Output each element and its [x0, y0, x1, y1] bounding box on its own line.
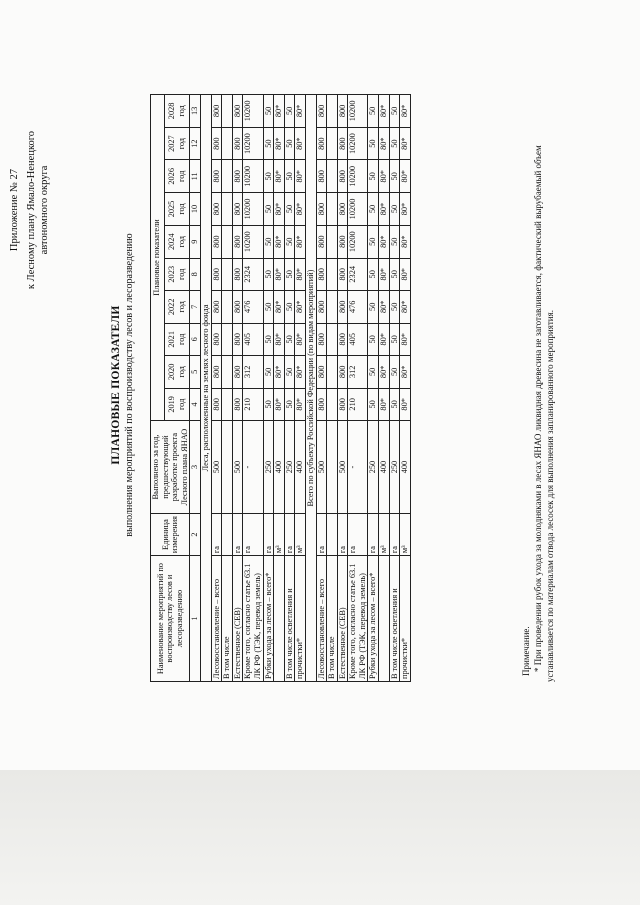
plan-value-cell: 800	[316, 323, 327, 356]
table-body	[200, 95, 410, 682]
plan-value-cell: 10200	[348, 127, 368, 160]
plan-value-cell: 800	[337, 258, 348, 291]
plan-value-cell	[327, 388, 338, 421]
done-value-cell: 400	[379, 421, 390, 514]
plan-value-cell	[327, 127, 338, 160]
done-value-cell: 400	[274, 421, 285, 514]
table-row	[368, 95, 379, 682]
plan-value-cell: 80*	[274, 95, 285, 128]
plan-value-cell	[222, 388, 233, 421]
plan-value-cell: 80*	[379, 258, 390, 291]
year-header: 2027 год	[164, 127, 190, 160]
plan-value-cell: 50	[263, 127, 274, 160]
plan-value-cell: 50	[284, 160, 295, 193]
plan-value-cell: 50	[284, 323, 295, 356]
plan-value-cell: 80*	[295, 258, 306, 291]
document-title	[110, 0, 135, 770]
plan-value-cell: 800	[211, 160, 222, 193]
done-value-cell: 250	[368, 421, 379, 514]
column-number: 8	[190, 258, 201, 291]
activity-name-cell: прочистки*	[295, 556, 306, 682]
plan-value-cell: 800	[337, 291, 348, 324]
plan-value-cell: 800	[316, 356, 327, 389]
plan-value-cell	[222, 127, 233, 160]
column-number: 4	[190, 388, 201, 421]
year-header: 2023 год	[164, 258, 190, 291]
plan-value-cell: 80*	[400, 193, 411, 226]
plan-value-cell: 80*	[379, 291, 390, 324]
plan-value-cell: 800	[211, 127, 222, 160]
plan-value-cell: 800	[232, 388, 243, 421]
table-row	[389, 95, 400, 682]
unit-cell: га	[316, 514, 327, 556]
activity-name-cell: Естественное (СЕВ)	[337, 556, 348, 682]
unit-cell: га	[284, 514, 295, 556]
plan-value-cell: 10200	[348, 160, 368, 193]
plan-value-cell: 800	[232, 356, 243, 389]
section-header-row	[305, 95, 316, 682]
plan-value-cell: 50	[368, 388, 379, 421]
section-title: Всего по субъекту Российской Федерации (по видам мероприятий)	[305, 95, 316, 682]
plan-value-cell: 800	[316, 193, 327, 226]
column-number: 7	[190, 291, 201, 324]
table-row	[274, 95, 285, 682]
column-number: 6	[190, 323, 201, 356]
plan-value-cell: 10200	[243, 95, 263, 128]
plan-value-cell	[327, 225, 338, 258]
footnote	[520, 92, 556, 682]
plan-value-cell: 50	[263, 323, 274, 356]
plan-value-cell: 800	[211, 388, 222, 421]
year-header: 2019 год	[164, 388, 190, 421]
plan-value-cell: 800	[211, 95, 222, 128]
activity-name-cell: Рубки ухода за лесом – всего*	[263, 556, 274, 682]
plan-value-cell: 405	[348, 323, 368, 356]
activity-name-cell	[379, 556, 390, 682]
plan-value-cell: 800	[316, 291, 327, 324]
header-plan: Плановые показатели	[151, 95, 165, 421]
column-number: 11	[190, 160, 201, 193]
column-number: 12	[190, 127, 201, 160]
table-row	[337, 95, 348, 682]
plan-value-cell: 80*	[295, 356, 306, 389]
plan-value-cell: 80*	[295, 388, 306, 421]
plan-value-cell: 50	[284, 127, 295, 160]
plan-value-cell: 50	[263, 95, 274, 128]
plan-value-cell: 800	[232, 160, 243, 193]
done-value-cell	[222, 421, 233, 514]
plan-value-cell: 50	[368, 258, 379, 291]
plan-value-cell	[222, 258, 233, 291]
plan-value-cell	[327, 95, 338, 128]
plan-value-cell: 10200	[348, 193, 368, 226]
plan-value-cell: 80*	[400, 356, 411, 389]
plan-value-cell: 312	[348, 356, 368, 389]
footnote-heading: Примечание.	[521, 626, 531, 676]
table-row	[211, 95, 222, 682]
done-value-cell: 500	[337, 421, 348, 514]
year-header: 2028 год	[164, 95, 190, 128]
plan-value-cell: 800	[337, 160, 348, 193]
plan-value-cell	[327, 291, 338, 324]
plan-value-cell: 10200	[243, 225, 263, 258]
column-number: 9	[190, 225, 201, 258]
done-value-cell: 400	[400, 421, 411, 514]
plan-value-cell: 80*	[400, 291, 411, 324]
plan-value-cell: 800	[211, 258, 222, 291]
plan-value-cell: 80*	[379, 356, 390, 389]
table-row	[295, 95, 306, 682]
plan-value-cell	[327, 160, 338, 193]
column-number-row	[190, 95, 201, 682]
plan-value-cell: 800	[337, 225, 348, 258]
activity-name-cell: Естественное (СЕВ)	[232, 556, 243, 682]
plan-value-cell: 10200	[243, 127, 263, 160]
plan-value-cell	[222, 95, 233, 128]
plan-value-cell: 800	[316, 258, 327, 291]
plan-value-cell: 80*	[274, 127, 285, 160]
section-header-row	[200, 95, 211, 682]
plan-value-cell: 50	[263, 258, 274, 291]
unit-cell: м³	[400, 514, 411, 556]
done-value-cell: 250	[263, 421, 274, 514]
activity-name-cell: В том числе	[327, 556, 338, 682]
unit-cell: м³	[295, 514, 306, 556]
plan-value-cell: 80*	[400, 225, 411, 258]
plan-value-cell: 50	[389, 160, 400, 193]
plan-value-cell: 80*	[274, 356, 285, 389]
plan-value-cell: 800	[337, 356, 348, 389]
plan-value-cell: 50	[263, 356, 274, 389]
plan-value-cell: 800	[316, 95, 327, 128]
plan-value-cell: 800	[211, 193, 222, 226]
year-header: 2021 год	[164, 323, 190, 356]
plan-value-cell: 800	[316, 127, 327, 160]
title-main: ПЛАНОВЫЕ ПОКАЗАТЕЛИ	[110, 305, 122, 465]
unit-cell: га	[389, 514, 400, 556]
header-unit: Единица измерения	[151, 514, 190, 556]
done-value-cell: -	[348, 421, 368, 514]
plan-value-cell: 210	[243, 388, 263, 421]
scan-margin	[0, 770, 640, 905]
plan-value-cell: 50	[389, 323, 400, 356]
section-title: Леса, расположенные на землях лесного фонда	[200, 95, 211, 682]
unit-cell: га	[232, 514, 243, 556]
column-number: 13	[190, 95, 201, 128]
column-number: 3	[190, 421, 201, 514]
plan-value-cell: 50	[284, 258, 295, 291]
plan-value-cell	[327, 258, 338, 291]
plan-value-cell: 80*	[274, 388, 285, 421]
unit-cell: м³	[379, 514, 390, 556]
plan-value-cell: 800	[232, 291, 243, 324]
plan-value-cell: 50	[368, 225, 379, 258]
annex-ref-line1: к Лесному плану Ямало-Ненецкого	[26, 130, 37, 290]
plan-value-cell	[222, 323, 233, 356]
plan-value-cell: 476	[243, 291, 263, 324]
table-row	[327, 95, 338, 682]
plan-value-cell: 50	[263, 291, 274, 324]
column-number: 5	[190, 356, 201, 389]
plan-value-cell: 80*	[400, 323, 411, 356]
plan-value-cell: 50	[389, 95, 400, 128]
plan-value-cell: 50	[389, 291, 400, 324]
plan-value-cell: 80*	[274, 291, 285, 324]
plan-value-cell: 80*	[274, 258, 285, 291]
activity-name-cell: Лесовосстановление – всего	[211, 556, 222, 682]
activity-name-cell: Лесовосстановление – всего	[316, 556, 327, 682]
plan-value-cell: 80*	[295, 323, 306, 356]
unit-cell	[327, 514, 338, 556]
plan-value-cell: 50	[284, 193, 295, 226]
plan-value-cell: 50	[368, 95, 379, 128]
plan-value-cell: 50	[263, 193, 274, 226]
table-row	[379, 95, 390, 682]
plan-value-cell: 800	[316, 160, 327, 193]
unit-cell: га	[348, 514, 368, 556]
year-header: 2024 год	[164, 225, 190, 258]
annex-header	[8, 110, 51, 310]
plan-value-cell: 10200	[243, 160, 263, 193]
plan-value-cell: 2324	[243, 258, 263, 291]
plan-value-cell: 50	[368, 127, 379, 160]
table-row	[263, 95, 274, 682]
table-row	[222, 95, 233, 682]
plan-value-cell: 80*	[295, 160, 306, 193]
plan-value-cell: 80*	[400, 258, 411, 291]
plan-value-cell: 800	[232, 225, 243, 258]
done-value-cell: 250	[389, 421, 400, 514]
plan-value-cell: 50	[389, 356, 400, 389]
plan-value-cell: 50	[389, 225, 400, 258]
plan-value-cell: 800	[211, 225, 222, 258]
activity-name-cell: В том числе осветления и	[389, 556, 400, 682]
plan-value-cell: 50	[368, 160, 379, 193]
plan-value-cell: 800	[337, 388, 348, 421]
plan-value-cell	[327, 323, 338, 356]
plan-value-cell: 800	[232, 323, 243, 356]
plan-value-cell: 800	[316, 388, 327, 421]
plan-value-cell: 80*	[400, 127, 411, 160]
plan-value-cell: 80*	[274, 323, 285, 356]
footnote-text: * При проведении рубок ухода за молодняками в лесах ЯНАО ликвидная древесина не заготавливается, фактический вырубаемый объем устанавливается по материалам отвода лесосек для выполнения запланированного мероприятия.	[533, 145, 555, 682]
plan-value-cell: 800	[337, 323, 348, 356]
plan-value-cell: 800	[232, 127, 243, 160]
column-number: 1	[190, 556, 201, 682]
unit-cell: га	[368, 514, 379, 556]
plan-value-cell: 50	[263, 160, 274, 193]
activity-name-cell: В том числе осветления и	[284, 556, 295, 682]
plan-value-cell: 800	[337, 95, 348, 128]
annex-ref-line2: автономного округа	[39, 165, 50, 255]
plan-value-cell: 50	[368, 356, 379, 389]
plan-value-cell: 80*	[274, 160, 285, 193]
unit-cell: га	[337, 514, 348, 556]
title-sub: выполнения мероприятий по воспроизводству лесов и лесоразведению	[124, 233, 135, 537]
done-value-cell: -	[243, 421, 263, 514]
plan-value-cell: 80*	[379, 95, 390, 128]
plan-value-cell: 50	[284, 356, 295, 389]
plan-value-cell: 80*	[379, 225, 390, 258]
plan-value-cell: 80*	[295, 193, 306, 226]
plan-value-cell: 210	[348, 388, 368, 421]
activity-name-cell: Кроме того, согласно статье 63.1 ЛК РФ (ТЭК, перевод земель)	[243, 556, 263, 682]
table-row	[316, 95, 327, 682]
plan-value-cell	[222, 160, 233, 193]
done-value-cell: 400	[295, 421, 306, 514]
plan-value-cell: 10200	[243, 193, 263, 226]
plan-value-cell: 80*	[379, 388, 390, 421]
year-header: 2022 год	[164, 291, 190, 324]
plan-value-cell: 50	[284, 291, 295, 324]
table-row	[284, 95, 295, 682]
plan-value-cell: 10200	[348, 95, 368, 128]
plan-value-cell: 50	[284, 95, 295, 128]
unit-cell: га	[243, 514, 263, 556]
plan-value-cell: 50	[389, 258, 400, 291]
plan-value-cell: 50	[284, 225, 295, 258]
plan-value-cell: 50	[389, 388, 400, 421]
plan-value-cell: 80*	[400, 160, 411, 193]
plan-value-cell: 50	[389, 127, 400, 160]
done-value-cell: 500	[316, 421, 327, 514]
plan-value-cell: 800	[211, 291, 222, 324]
plan-value-cell: 80*	[379, 323, 390, 356]
plan-value-cell: 80*	[295, 225, 306, 258]
year-header: 2020 год	[164, 356, 190, 389]
unit-cell	[222, 514, 233, 556]
plan-value-cell: 476	[348, 291, 368, 324]
unit-cell: га	[211, 514, 222, 556]
plan-value-cell: 80*	[379, 127, 390, 160]
plan-value-cell: 80*	[295, 127, 306, 160]
activity-name-cell	[274, 556, 285, 682]
done-value-cell: 250	[284, 421, 295, 514]
plan-value-cell: 50	[263, 388, 274, 421]
plan-value-cell: 10200	[348, 225, 368, 258]
done-value-cell	[327, 421, 338, 514]
plan-value-cell: 800	[337, 127, 348, 160]
plan-value-cell: 800	[211, 356, 222, 389]
plan-value-cell: 80*	[274, 225, 285, 258]
activity-name-cell: Кроме того, согласно статье 63.1 ЛК РФ (ТЭК, перевод земель)	[348, 556, 368, 682]
plan-value-cell: 50	[368, 193, 379, 226]
header-activity: Наименование мероприятий по воспроизводству лесов и лесоразведению	[151, 556, 190, 682]
plan-value-cell: 80*	[379, 160, 390, 193]
plan-value-cell	[222, 225, 233, 258]
year-header: 2026 год	[164, 160, 190, 193]
activity-name-cell: Рубки ухода за лесом – всего*	[368, 556, 379, 682]
plan-value-cell: 80*	[379, 193, 390, 226]
plan-indicators-table	[150, 94, 411, 682]
plan-value-cell: 50	[368, 323, 379, 356]
plan-value-cell: 312	[243, 356, 263, 389]
plan-value-cell: 80*	[295, 291, 306, 324]
unit-cell: га	[263, 514, 274, 556]
plan-value-cell	[222, 193, 233, 226]
plan-value-cell: 800	[232, 193, 243, 226]
plan-value-cell: 50	[263, 225, 274, 258]
column-number: 2	[190, 514, 201, 556]
plan-value-cell: 50	[389, 193, 400, 226]
plan-value-cell	[222, 291, 233, 324]
table-row	[400, 95, 411, 682]
plan-value-cell: 50	[368, 291, 379, 324]
plan-value-cell: 2324	[348, 258, 368, 291]
plan-value-cell: 80*	[295, 95, 306, 128]
done-value-cell: 500	[211, 421, 222, 514]
plan-value-cell: 800	[232, 95, 243, 128]
table-row	[348, 95, 368, 682]
header-done: Выполнено за год, предшествующий разработке проекта Лесного плана ЯНАО	[151, 421, 190, 514]
plan-value-cell: 800	[211, 323, 222, 356]
column-number: 10	[190, 193, 201, 226]
annex-number: Приложение № 27	[9, 168, 20, 252]
plan-value-cell: 50	[284, 388, 295, 421]
table-row	[232, 95, 243, 682]
plan-value-cell: 80*	[274, 193, 285, 226]
plan-value-cell	[327, 356, 338, 389]
plan-value-cell	[222, 356, 233, 389]
plan-value-cell: 80*	[400, 388, 411, 421]
activity-name-cell: В том числе	[222, 556, 233, 682]
done-value-cell: 500	[232, 421, 243, 514]
unit-cell: м³	[274, 514, 285, 556]
plan-value-cell: 800	[232, 258, 243, 291]
year-header: 2025 год	[164, 193, 190, 226]
plan-value-cell: 405	[243, 323, 263, 356]
table-row	[243, 95, 263, 682]
plan-value-cell	[327, 193, 338, 226]
activity-name-cell: прочистки*	[400, 556, 411, 682]
plan-value-cell: 800	[337, 193, 348, 226]
plan-value-cell: 80*	[400, 95, 411, 128]
plan-value-cell: 800	[316, 225, 327, 258]
